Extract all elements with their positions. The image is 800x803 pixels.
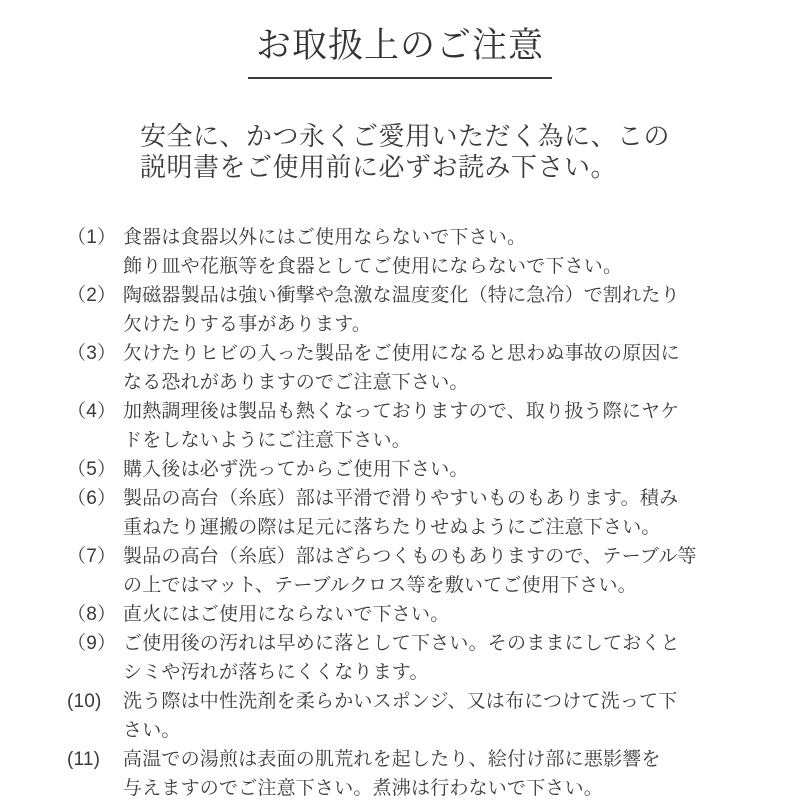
page-title: お取扱上のご注意 (248, 18, 552, 79)
item-text: 陶磁器製品は強い衝撃や急激な温度変化（特に急冷）で割れたり 欠けたりする事があります。 (123, 285, 680, 335)
precaution-item-5 (67, 455, 800, 484)
item-number: （2） (67, 285, 117, 306)
item-number: （8） (67, 604, 117, 625)
item-text: 洗う際は中性洗剤を柔らかいスポンジ、又は布につけて洗って下 さい。 (123, 691, 678, 741)
precaution-item-10 (67, 687, 800, 745)
item-number: （4） (67, 401, 117, 422)
item-text: 直火にはご使用にならないで下さい。 (123, 604, 450, 625)
item-text: 高温での湯煎は表面の肌荒れを起したり、絵付け部に悪影響を 与えますのでご注意下さい。煮沸は行わないで下さい。 (123, 749, 661, 799)
precaution-item-1 (67, 223, 800, 281)
item-text: ご使用後の汚れは早めに落として下さい。そのままにしておくと シミや汚れが落ちにくくなります。 (123, 633, 680, 683)
item-number: （3） (67, 343, 117, 364)
intro-line-2: 説明書をご使用前に必ずお読み下さい。 (140, 152, 618, 182)
precaution-item-3 (67, 339, 800, 397)
item-number: （1） (67, 227, 117, 248)
intro-text (140, 121, 800, 183)
item-number: （9） (67, 633, 117, 654)
item-number: （5） (67, 459, 117, 480)
item-text: 製品の高台（糸底）部は平滑で滑りやすいものもあります。積み 重ねたり運搬の際は足元に落ちたりせぬようにご注意下さい。 (123, 488, 679, 538)
precaution-item-11 (67, 745, 800, 803)
precaution-item-4 (67, 397, 800, 455)
precaution-item-2 (67, 281, 800, 339)
item-text: 製品の高台（糸底）部はざらつくものもありますので、テーブル等 の上ではマット、テーブルクロス等を敷いてご使用下さい。 (123, 546, 697, 596)
item-number: (10) (67, 691, 102, 712)
item-number: （6） (67, 488, 117, 509)
title-wrap (0, 18, 800, 79)
precaution-item-8 (67, 600, 800, 629)
item-number: (11) (67, 749, 101, 770)
precaution-item-9 (67, 629, 800, 687)
intro-line-1: 安全に、かつ永くご愛用いただく為に、この (140, 121, 671, 151)
item-text: 欠けたりヒビの入った製品をご使用になると思わぬ事故の原因に なる恐れがありますのでご注意下さい。 (123, 343, 680, 393)
item-number: （7） (67, 546, 117, 567)
precaution-item-7 (67, 542, 800, 600)
precaution-list (67, 223, 800, 803)
precaution-item-6 (67, 484, 800, 542)
item-text: 購入後は必ず洗ってからご使用下さい。 (123, 459, 469, 480)
item-text: 食器は食器以外にはご使用ならないで下さい。 飾り皿や花瓶等を食器としてご使用にならないで下さい。 (123, 227, 623, 277)
item-text: 加熱調理後は製品も熱くなっておりますので、取り扱う際にヤケ ドをしないようにご注意下さい。 (123, 401, 680, 451)
